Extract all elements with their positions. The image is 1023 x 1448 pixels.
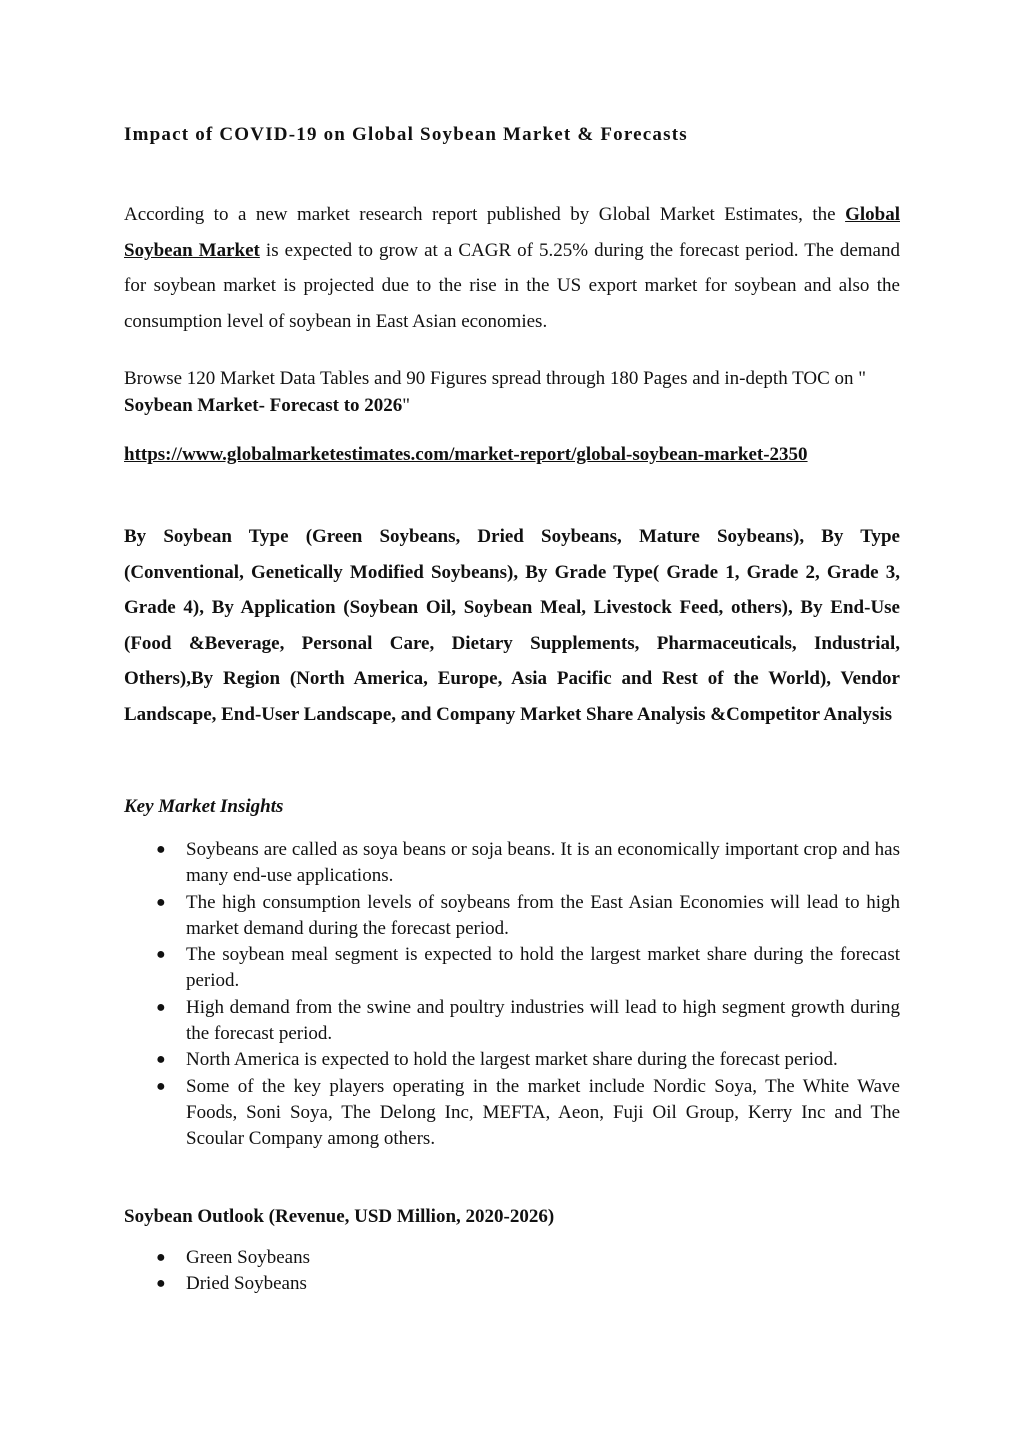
bullet-icon: ● [156,1275,166,1293]
document-title: Impact of COVID-19 on Global Soybean Market & Forecasts [124,124,688,145]
list-item [124,995,900,1048]
soybean-outlook-list [124,1245,900,1298]
list-item-text: Green Soybeans [186,1247,310,1268]
browse-paragraph [124,365,900,419]
bullet-icon: ● [156,841,166,858]
bullet-icon: ● [156,1051,166,1069]
list-item-text: High demand from the swine and poultry industries will lead to high segment growth during the forecast period. [186,996,900,1045]
intro-text-start: According to a new market research report published by Global Market Estimates, the [124,204,846,225]
bullet-icon: ● [156,1077,166,1095]
browse-text-start: Browse 120 Market Data Tables and 90 Figures spread through 180 Pages and in-depth TOC on " [124,368,867,389]
global-soybean-market-link[interactable]: Global Soybean Market [124,204,900,261]
list-item [124,837,900,890]
bullet-icon: ● [156,1249,166,1266]
list-item-text: The soybean meal segment is expected to hold the largest market share during the forecast period. [186,944,900,992]
list-item-text: The high consumption levels of soybeans from the East Asian Economies will lead to high market demand during the forecast period. [186,891,900,939]
bullet-icon: ● [156,946,166,964]
key-market-insights-list [124,837,900,1153]
report-name: Soybean Market- Forecast to 2026 [124,395,403,416]
list-item-text: Some of the key players operating in the market include Nordic Soya, The White Wave Foods, Soni Soya, The Delong Inc, MEFTA, Aeon, Fuji Oil Group, Kerry Inc and The Scoular Company among others. [186,1075,900,1150]
list-item-text: North America is expected to hold the largest market share during the forecast period. [186,1049,838,1071]
list-item [124,1047,900,1073]
soybean-outlook-heading: Soybean Outlook (Revenue, USD Million, 2020-2026) [124,1206,555,1227]
bullet-icon: ● [156,893,166,911]
list-item [124,1245,900,1271]
list-item [124,1271,900,1297]
intro-text-end: is expected to grow at a CAGR of 5.25% during the forecast period. The demand for soybean market is projected due to the rise in the US export market for soybean and also the consumption level of soybean in East Asian economies. [124,239,900,333]
list-item [124,890,900,943]
intro-paragraph [124,197,900,340]
list-item-text: Dried Soybeans [186,1273,307,1295]
list-item [124,942,900,995]
report-url-link[interactable]: https://www.globalmarketestimates.com/market-report/global-soybean-market-2350 [124,444,808,465]
bullet-icon: ● [156,998,166,1016]
browse-text-end: " [402,395,411,416]
list-item-text: Soybeans are called as soya beans or soja beans. It is an economically important crop and has many end-use applications. [186,839,900,887]
list-item [124,1074,900,1153]
key-market-insights-heading: Key Market Insights [124,796,284,817]
segments-paragraph: By Soybean Type (Green Soybeans, Dried Soybeans, Mature Soybeans), By Type (Conventional, Genetically Modified Soybeans), By Grade Type( Grade 1, Grade 2, Grade 3, Grade 4), By Application (Soybean Oil, Soybean Meal, Livestock Feed, others), By End-Use (Food &Beverage, Personal Care, Dietary Supplements, Pharmaceuticals, Industrial, Others),By Region (North America, Europe, Asia Pacific and Rest of the World), Vendor Landscape, End-User Landscape, and Company Market Share Analysis &Competitor Analysis [124,526,900,725]
